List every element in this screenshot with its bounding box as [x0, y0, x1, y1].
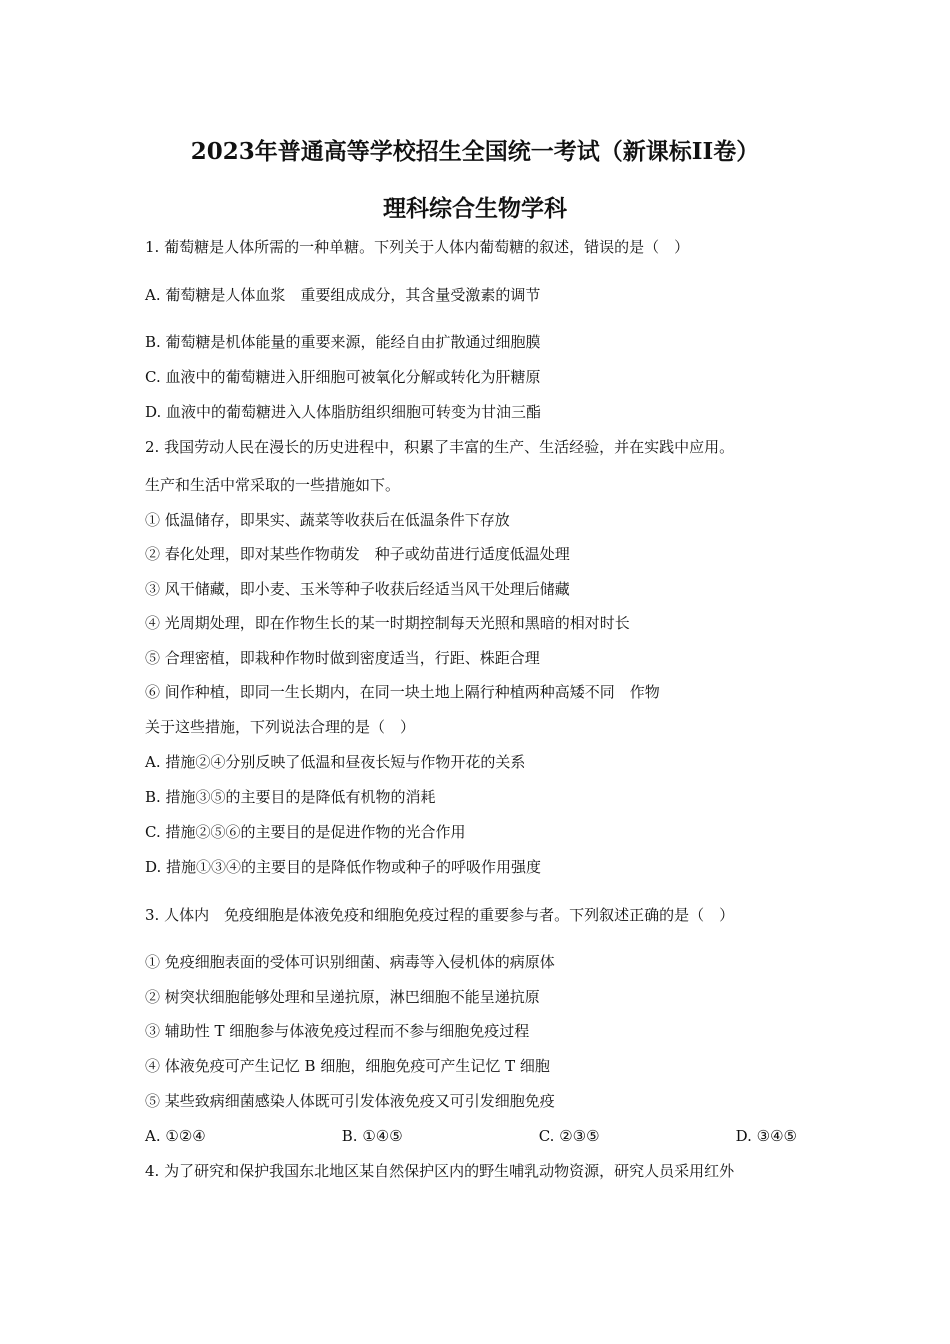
q4-stem: 4. 为了研究和保护我国东北地区某自然保护区内的野生哺乳动物资源，研究人员采用红外	[145, 1162, 735, 1180]
exam-subtitle: 理科综合生物学科	[383, 195, 567, 222]
q2-stem-line1: 2. 我国劳动人民在漫长的历史进程中，积累了丰富的生产、生活经验，并在实践中应用。	[145, 438, 735, 456]
q2-item-2: ② 春化处理，即对某些作物萌发 种子或幼苗进行适度低温处理	[145, 545, 570, 563]
q3-option-a: A. ①②④	[145, 1127, 206, 1145]
q3-option-d: D. ③④⑤	[735, 1127, 797, 1145]
q2-item-3: ③ 风干储藏，即小麦、玉米等种子收获后经适当风干处理后储藏	[145, 580, 570, 598]
q3-item-4: ④ 体液免疫可产生记忆 B 细胞，细胞免疫可产生记忆 T 细胞	[145, 1057, 550, 1075]
q3-item-3: ③ 辅助性 T 细胞参与体液免疫过程而不参与细胞免疫过程	[145, 1022, 530, 1040]
q2-item-6: ⑥ 间作种植，即同一生长期内，在同一块土地上隔行种植两种高矮不同 作物	[145, 683, 660, 701]
q2-option-a: A. 措施②④分别反映了低温和昼夜长短与作物开花的关系	[145, 753, 526, 771]
q1-option-a: A. 葡萄糖是人体血浆 重要组成成分，其含量受激素的调节	[145, 286, 541, 304]
q2-option-b: B. 措施③⑤的主要目的是降低有机物的消耗	[145, 788, 436, 806]
q3-option-b: B. ①④⑤	[341, 1127, 403, 1145]
q2-option-c: C. 措施②⑤⑥的主要目的是促进作物的光合作用	[145, 823, 466, 841]
q1-option-b: B. 葡萄糖是机体能量的重要来源，能经自由扩散通过细胞膜	[145, 333, 541, 351]
q3-item-2: ② 树突状细胞能够处理和呈递抗原，淋巴细胞不能呈递抗原	[145, 988, 540, 1006]
q3-option-c: C. ②③⑤	[538, 1127, 600, 1145]
q1-stem: 1. 葡萄糖是人体所需的一种单糖。下列关于人体内葡萄糖的叙述，错误的是（ ）	[145, 238, 690, 256]
q3-options-row	[145, 1126, 797, 1146]
q2-item-5: ⑤ 合理密植，即栽种作物时做到密度适当，行距、株距合理	[145, 649, 540, 667]
q2-stem-line2: 生产和生活中常采取的一些措施如下。	[145, 476, 401, 494]
q2-question: 关于这些措施，下列说法合理的是（ ）	[145, 718, 416, 736]
q2-item-1: ① 低温储存，即果实、蔬菜等收获后在低温条件下存放	[145, 511, 510, 529]
q2-option-d: D. 措施①③④的主要目的是降低作物或种子的呼吸作用强度	[145, 858, 542, 876]
q1-option-d: D. 血液中的葡萄糖进入人体脂肪组织细胞可转变为甘油三酯	[145, 403, 542, 421]
q2-item-4: ④ 光周期处理，即在作物生长的某一时期控制每天光照和黑暗的相对时长	[145, 614, 630, 632]
q3-item-1: ① 免疫细胞表面的受体可识别细菌、病毒等入侵机体的病原体	[145, 953, 555, 971]
q3-stem: 3. 人体内 免疫细胞是体液免疫和细胞免疫过程的重要参与者。下列叙述正确的是（ ）	[145, 906, 735, 924]
q3-item-5: ⑤ 某些致病细菌感染人体既可引发体液免疫又可引发细胞免疫	[145, 1092, 555, 1110]
q1-option-c: C. 血液中的葡萄糖进入肝细胞可被氧化分解或转化为肝糖原	[145, 368, 541, 386]
exam-title: 2023年普通高等学校招生全国统一考试（新课标II卷）	[190, 138, 760, 165]
